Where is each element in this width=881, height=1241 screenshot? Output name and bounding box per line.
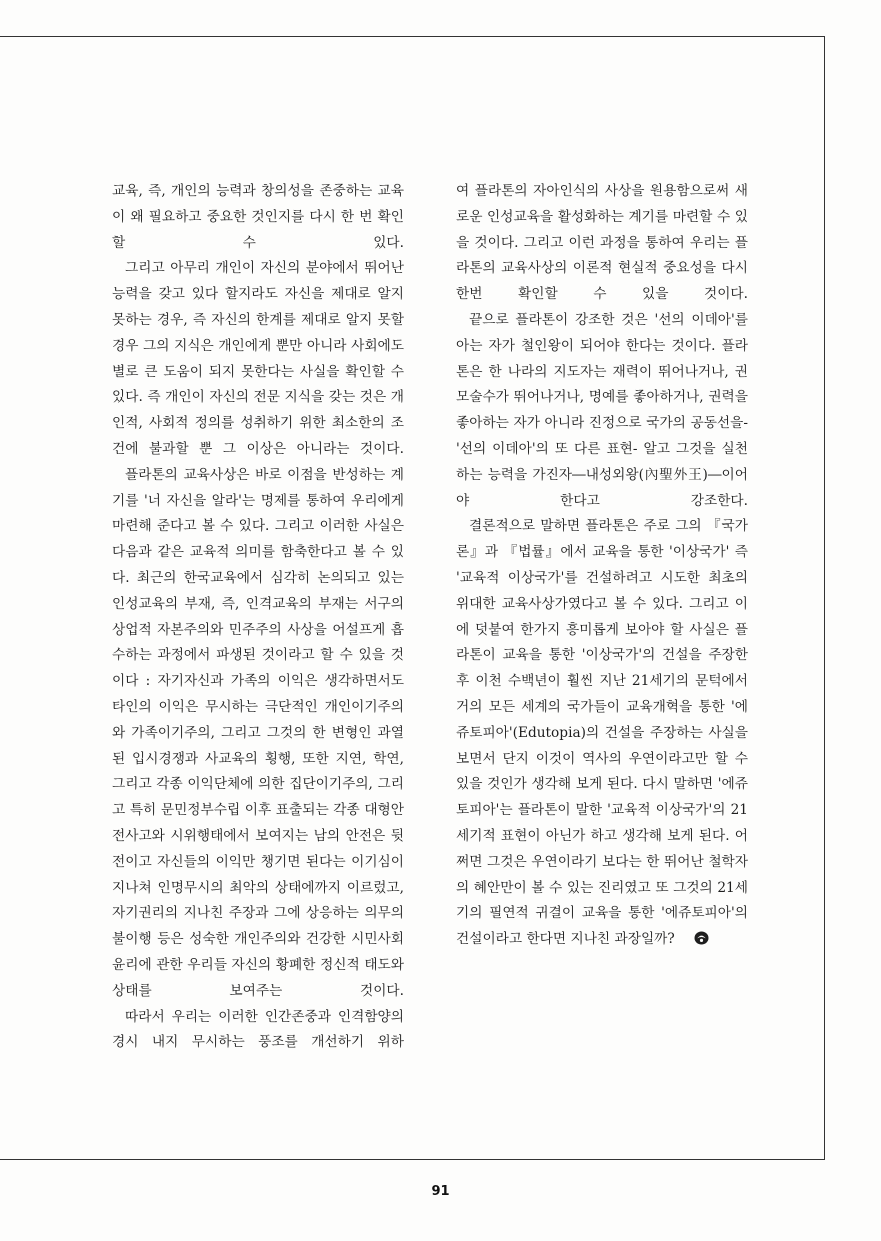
- right-paragraph-3: [456, 514, 748, 955]
- top-rule: [0, 36, 824, 37]
- right-paragraph-2: 끝으로 플라톤이 강조한 것은 '선의 이데아'를 아는 자가 철인왕이 되어야 한다는 것이다. 플라톤은 한 나라의 지도자는 재력이 뛰어나거나, 권모술수가 뛰어나거나, 명예를 좋아하거나, 권력을 좋아하는 자가 아니라 진정으로 국가의 공동선을-'선의 이데아'의 또 다른 표현- 알고 그것을 실천하는 능력을 가진자―내성외왕(內聖外王)―이어야 한다고 강조한다.: [456, 311, 748, 509]
- right-text-column: [456, 179, 748, 955]
- left-paragraph-3: 플라톤의 교육사상은 바로 이점을 반성하는 계기를 '너 자신을 알라'는 명제를 통하여 우리에게 마련해 준다고 볼 수 있다. 그리고 이러한 사실은 다음과 같은 교육적 의미를 함축한다고 볼 수 있다. 최근의 한국교육에서 심각히 논의되고 있는 인성교육의 부재, 즉, 인격교육의 부재는 서구의 상업적 자본주의와 민주주의 사상을 어설프게 흡수하는 과정에서 파생된 것이라고 할 수 있을 것이다 : 자기자신과 가족의 이익은 생각하면서도 타인의 이익은 무시하는 극단적인 개인이기주의와 가족이기주의, 그리고 그것의 한 변형인 과열된 입시경쟁과 사교육의 횡행, 또한 지연, 학연, 그리고 각종 이익단체에 의한 집단이기주의, 그리고 특히 문민정부수립 이후 표출되는 각종 대형안전사고와 시위행태에서 보여지는 남의 안전은 뒷전이고 자신들의 이익만 챙기면 된다는 이기심이 지나쳐 인명무시의 최악의 상태에까지 이르렀고, 자기권리의 지나친 주장과 그에 상응하는 의무의 불이행 등은 성숙한 개인주의와 건강한 시민사회 윤리에 관한 우리들 자신의 황폐한 정신적 태도와 상태를 보여주는 것이다.: [112, 466, 404, 999]
- right-paragraph-1: 여 플라톤의 자아인식의 사상을 원용함으로써 새로운 인성교육을 활성화하는 계기를 마련할 수 있을 것이다. 그리고 이런 과정을 통하여 우리는 플라톤의 교육사상의 이론적 현실적 중요성을 다시한번 확인할 수 있을 것이다.: [456, 183, 748, 303]
- left-paragraph-2: 그리고 아무리 개인이 자신의 분야에서 뛰어난 능력을 갖고 있다 할지라도 자신을 제대로 알지 못하는 경우, 즉 자신의 한계를 제대로 알지 못할 경우 그의 지식은 개인에게 뿐만 아니라 사회에도 별로 큰 도움이 되지 못한다는 사실을 확인할 수 있다. 즉 개인이 자신의 전문 지식을 갖는 것은 개인적, 사회적 정의를 성취하기 위한 최소한의 조건에 불과할 뿐 그 이상은 아니라는 것이다.: [112, 260, 404, 457]
- right-paragraph-3-text: 결론적으로 말하면 플라톤은 주로 그의 『국가론』과 『법률』에서 교육을 통한 '이상국가' 즉 '교육적 이상국가'를 건설하려고 시도한 최초의 위대한 교육사상가였다고 볼 수 있다. 그리고 이에 덧붙여 한가지 흥미롭게 보아야 할 사실은 플라톤이 교육을 통한 '이상국가'의 건설을 주장한 후 이천 수백년이 훨씬 지난 21세기의 문턱에서 거의 모든 세계의 국가들이 교육개혁을 통한 '에쥬토피아'(Edutopia)의 건설을 주장하는 사실을 보면서 단지 이것이 역사의 우연이라고만 할 수 있을 것인가 생각해 보게 된다. 다시 말하면 '에쥬토피아'는 플라톤이 말한 '교육적 이상국가'의 21세기적 표현이 아닌가 하고 생각해 보게 된다. 어쩌면 그것은 우연이라기 보다는 한 뛰어난 철학자의 혜안만이 볼 수 있는 진리였고 또 그것의 21세기의 필연적 귀결이 교육을 통한 '에쥬토피아'의 건설이라고 한다면 지나친 과장일까?: [456, 518, 748, 948]
- left-paragraph-1: 교육, 즉, 개인의 능력과 창의성을 존중하는 교육이 왜 필요하고 중요한 것인지를 다시 한 번 확인할 수 있다.: [112, 183, 404, 251]
- bottom-rule: [0, 1159, 825, 1160]
- page-number: 91: [431, 1184, 450, 1199]
- left-text-column: [112, 179, 404, 1056]
- end-of-article-mark-icon: [681, 929, 709, 955]
- right-rule: [824, 36, 825, 1160]
- left-paragraph-4: 따라서 우리는 이러한 인간존중과 인격함양의 경시 내지 무시하는 풍조를 개선하기 위하: [112, 1008, 404, 1051]
